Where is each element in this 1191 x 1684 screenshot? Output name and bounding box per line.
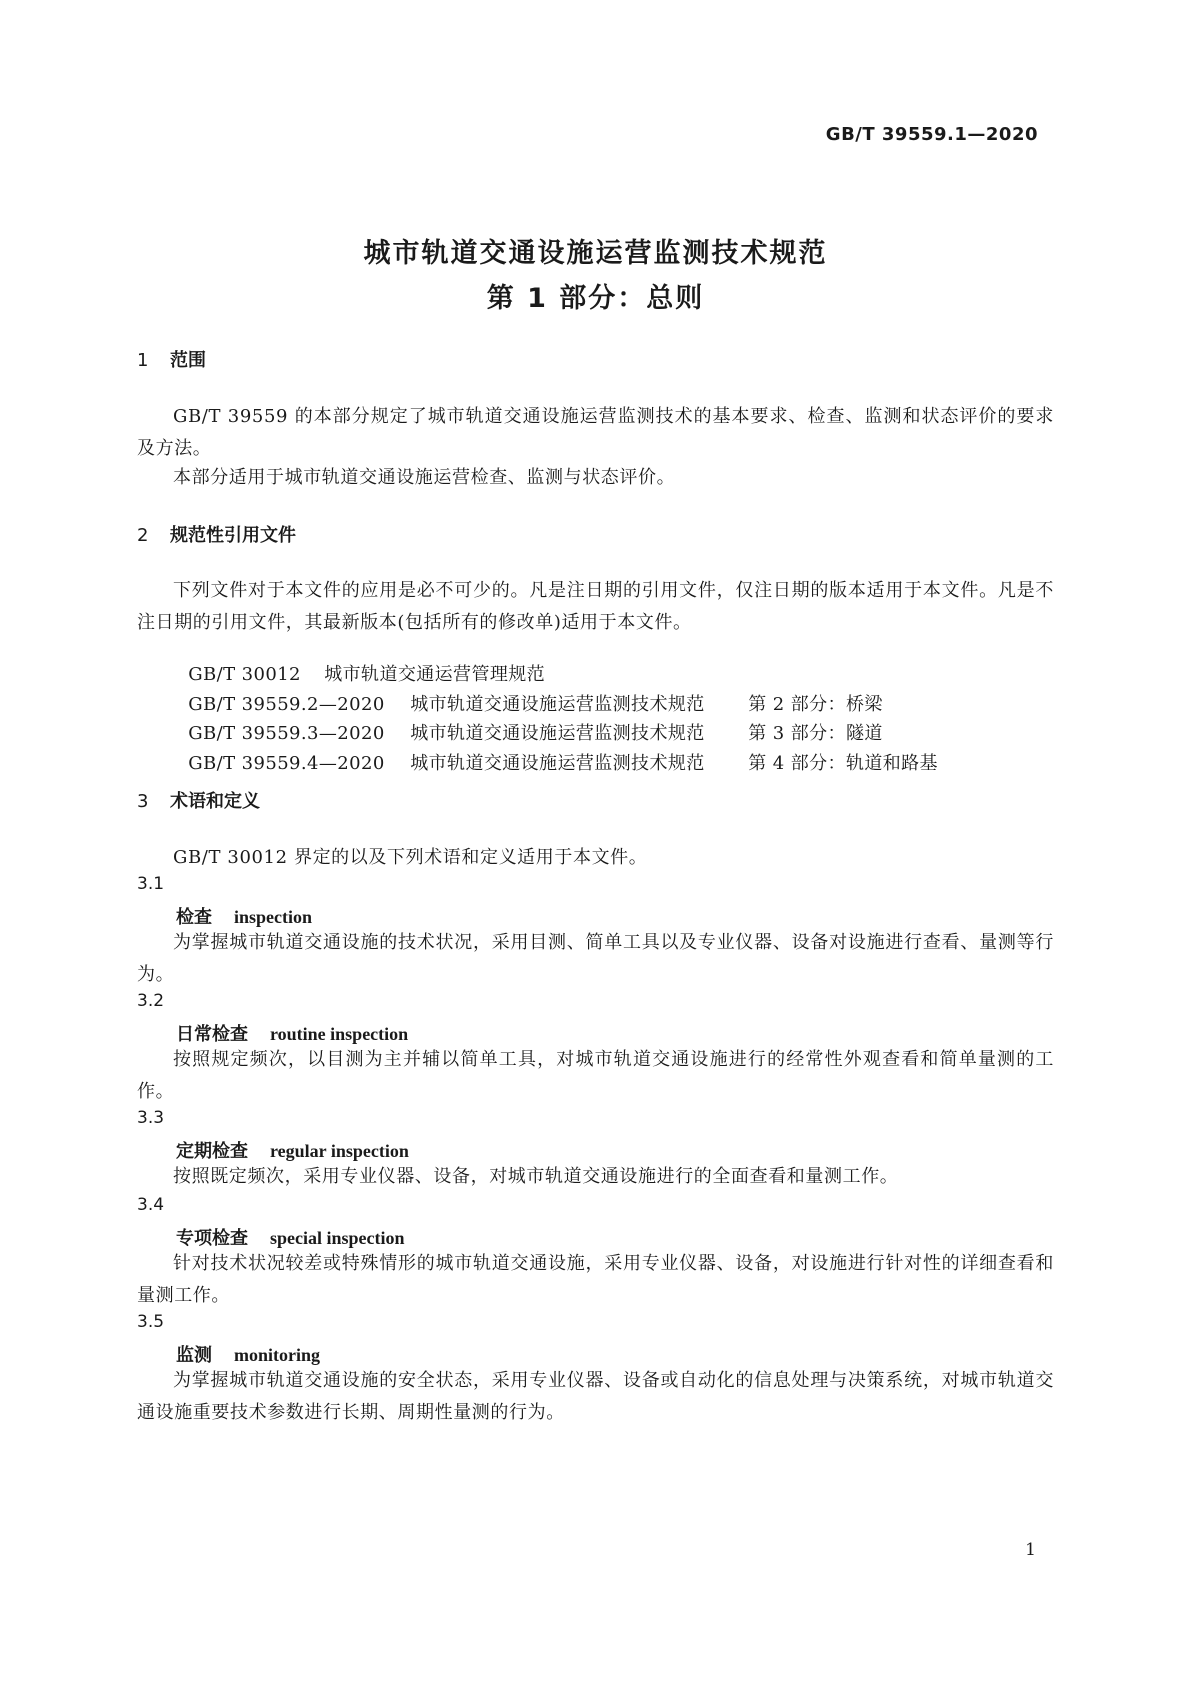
section-title: 术语和定义	[170, 791, 260, 812]
paragraph: GB/T 39559 的本部分规定了城市轨道交通设施运营监测技术的基本要求、检查、监测和状态评价的要求及方法。	[137, 406, 1054, 459]
term-en: routine inspection	[270, 1024, 409, 1044]
term-en: special inspection	[270, 1228, 405, 1248]
paragraph: GB/T 30012 界定的以及下列术语和定义适用于本文件。	[173, 847, 648, 868]
term-heading	[176, 1224, 405, 1250]
term-en: regular inspection	[270, 1141, 409, 1161]
section-1-heading	[137, 346, 206, 372]
term-definition: 为掌握城市轨道交通设施的安全状态，采用专业仪器、设备或自动化的信息处理与决策系统，对城市轨道交通设施重要技术参数进行长期、周期性量测的行为。	[137, 1370, 1054, 1423]
term-zh: 监测	[176, 1345, 212, 1366]
term-en: monitoring	[234, 1345, 321, 1365]
term-number: 3.2	[137, 991, 165, 1011]
term-en: inspection	[234, 907, 313, 927]
term-zh: 专项检查	[176, 1228, 248, 1249]
term-definition: 针对技术状况较差或特殊情形的城市轨道交通设施，采用专业仪器、设备，对设施进行针对性的详细查看和量测工作。	[137, 1253, 1054, 1306]
term-definition: 按照规定频次，以目测为主并辅以简单工具，对城市轨道交通设施进行的经常性外观查看和简单量测的工作。	[137, 1049, 1054, 1102]
reference-title: 城市轨道交通设施运营监测技术规范	[410, 723, 705, 744]
reference-title: 城市轨道交通运营管理规范	[324, 664, 546, 685]
reference-title: 城市轨道交通设施运营监测技术规范	[410, 753, 705, 774]
section-2-heading	[137, 521, 296, 547]
paragraph: 下列文件对于本文件的应用是必不可少的。凡是注日期的引用文件，仅注日期的版本适用于本文件。凡是不注日期的引用文件，其最新版本(包括所有的修改单)适用于本文件。	[137, 580, 1054, 633]
document-title: 城市轨道交通设施运营监测技术规范	[363, 238, 828, 269]
term-zh: 日常检查	[176, 1024, 248, 1045]
term-heading	[176, 1137, 409, 1163]
section-3-heading	[137, 787, 260, 813]
term-heading	[176, 1341, 320, 1367]
reference-part: 第 3 部分：隧道	[748, 723, 883, 744]
reference-part: 第 2 部分：桥梁	[748, 694, 883, 715]
section-number: 2	[137, 525, 149, 546]
section-title: 范围	[170, 350, 206, 371]
standard-number: GB/T 39559.1—2020	[825, 124, 1038, 145]
reference-part: 第 4 部分：轨道和路基	[748, 753, 938, 774]
term-zh: 定期检查	[176, 1141, 248, 1162]
section-number: 1	[137, 350, 149, 371]
reference-code: GB/T 39559.4—2020	[188, 753, 385, 774]
term-heading	[176, 1020, 408, 1046]
term-number: 3.4	[137, 1195, 165, 1215]
page-number: 1	[1025, 1540, 1036, 1560]
paragraph: 本部分适用于城市轨道交通设施运营检查、监测与状态评价。	[173, 467, 676, 488]
term-number: 3.5	[137, 1312, 165, 1332]
reference-code: GB/T 39559.3—2020	[188, 723, 385, 744]
section-number: 3	[137, 791, 149, 812]
section-title: 规范性引用文件	[170, 525, 296, 546]
document-subtitle: 第 1 部分：总则	[486, 283, 705, 314]
reference-title: 城市轨道交通设施运营监测技术规范	[410, 694, 705, 715]
reference-code: GB/T 39559.2—2020	[188, 694, 385, 715]
term-heading	[176, 903, 312, 929]
term-zh: 检查	[176, 907, 212, 928]
term-number: 3.3	[137, 1108, 165, 1128]
reference-item	[176, 728, 938, 775]
term-definition: 按照既定频次，采用专业仪器、设备，对城市轨道交通设施进行的全面查看和量测工作。	[173, 1166, 899, 1187]
term-number: 3.1	[137, 874, 165, 894]
reference-code: GB/T 30012	[188, 664, 301, 685]
term-definition: 为掌握城市轨道交通设施的技术状况，采用目测、简单工具以及专业仪器、设备对设施进行查看、量测等行为。	[137, 932, 1054, 985]
